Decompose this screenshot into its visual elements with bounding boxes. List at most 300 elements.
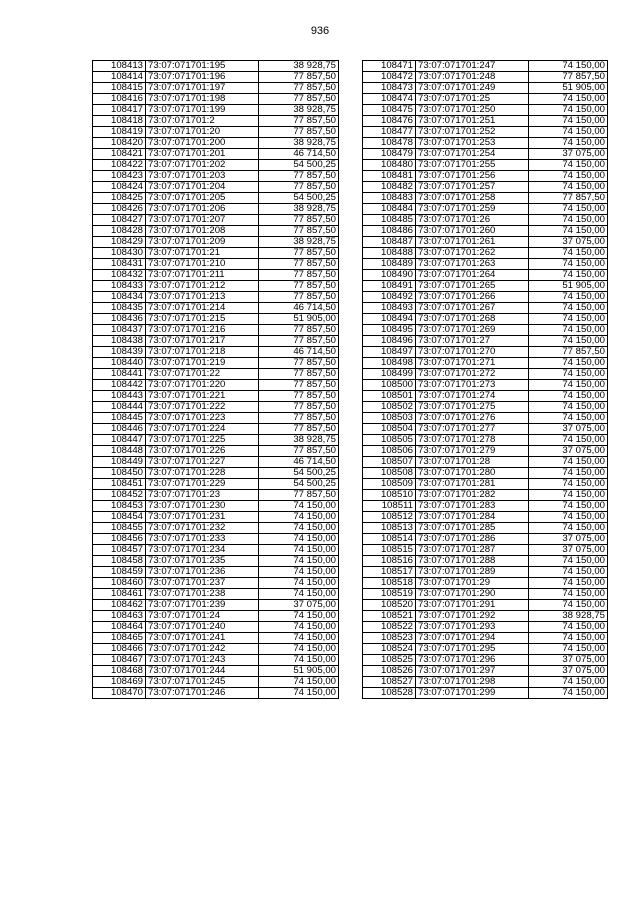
cadastral-number-cell: 73:07:071701:255 <box>416 160 529 171</box>
cadastral-number-cell: 73:07:071701:299 <box>416 688 529 699</box>
amount-cell: 77 857,50 <box>259 226 339 237</box>
cadastral-number-cell: 73:07:071701:201 <box>146 149 259 160</box>
record-number-cell: 108513 <box>363 523 416 534</box>
record-number-cell: 108514 <box>363 534 416 545</box>
cadastral-number-cell: 73:07:071701:248 <box>416 72 529 83</box>
record-number-cell: 108434 <box>93 292 146 303</box>
amount-cell: 77 857,50 <box>259 402 339 413</box>
amount-cell: 74 150,00 <box>259 589 339 600</box>
record-number-cell: 108438 <box>93 336 146 347</box>
amount-cell: 74 150,00 <box>529 215 608 226</box>
page-number: 936 <box>310 25 330 37</box>
amount-cell: 46 714,50 <box>259 347 339 358</box>
amount-cell: 74 150,00 <box>529 512 608 523</box>
record-number-cell: 108515 <box>363 545 416 556</box>
amount-cell: 74 150,00 <box>529 468 608 479</box>
table-row <box>363 61 608 72</box>
table-row <box>363 589 608 600</box>
record-number-cell: 108435 <box>93 303 146 314</box>
cadastral-number-cell: 73:07:071701:270 <box>416 347 529 358</box>
table-row <box>93 270 339 281</box>
amount-cell: 74 150,00 <box>529 336 608 347</box>
cadastral-number-cell: 73:07:071701:281 <box>416 479 529 490</box>
amount-cell: 51 905,00 <box>259 314 339 325</box>
record-number-cell: 108465 <box>93 633 146 644</box>
table-row <box>363 512 608 523</box>
table-row <box>363 303 608 314</box>
cadastral-number-cell: 73:07:071701:259 <box>416 204 529 215</box>
cadastral-number-cell: 73:07:071701:240 <box>146 622 259 633</box>
table-row <box>93 347 339 358</box>
cadastral-number-cell: 73:07:071701:23 <box>146 490 259 501</box>
record-number-cell: 108497 <box>363 347 416 358</box>
cadastral-number-cell: 73:07:071701:244 <box>146 666 259 677</box>
table-row <box>363 655 608 666</box>
cadastral-number-cell: 73:07:071701:264 <box>416 270 529 281</box>
record-number-cell: 108450 <box>93 468 146 479</box>
amount-cell: 77 857,50 <box>259 413 339 424</box>
amount-cell: 38 928,75 <box>529 611 608 622</box>
record-number-cell: 108472 <box>363 72 416 83</box>
table-row <box>93 94 339 105</box>
table-row <box>363 424 608 435</box>
cadastral-number-cell: 73:07:071701:224 <box>146 424 259 435</box>
cadastral-number-cell: 73:07:071701:2 <box>146 116 259 127</box>
table-row <box>363 391 608 402</box>
table-row <box>363 138 608 149</box>
record-number-cell: 108427 <box>93 215 146 226</box>
amount-cell: 74 150,00 <box>529 292 608 303</box>
amount-cell: 74 150,00 <box>529 358 608 369</box>
record-number-cell: 108439 <box>93 347 146 358</box>
table-row <box>363 567 608 578</box>
cadastral-number-cell: 73:07:071701:24 <box>146 611 259 622</box>
table-row <box>93 105 339 116</box>
record-number-cell: 108502 <box>363 402 416 413</box>
amount-cell: 74 150,00 <box>259 501 339 512</box>
table-row <box>363 193 608 204</box>
record-number-cell: 108482 <box>363 182 416 193</box>
cadastral-number-cell: 73:07:071701:213 <box>146 292 259 303</box>
cadastral-number-cell: 73:07:071701:246 <box>146 688 259 699</box>
table-row <box>363 182 608 193</box>
amount-cell: 77 857,50 <box>259 336 339 347</box>
amount-cell: 37 075,00 <box>529 666 608 677</box>
amount-cell: 74 150,00 <box>529 600 608 611</box>
amount-cell: 54 500,25 <box>259 160 339 171</box>
cadastral-number-cell: 73:07:071701:195 <box>146 61 259 72</box>
table-row <box>93 391 339 402</box>
amount-cell: 74 150,00 <box>529 633 608 644</box>
table-row <box>93 589 339 600</box>
amount-cell: 37 075,00 <box>529 534 608 545</box>
cadastral-number-cell: 73:07:071701:226 <box>146 446 259 457</box>
table-row <box>363 72 608 83</box>
cadastral-number-cell: 73:07:071701:266 <box>416 292 529 303</box>
table-row <box>93 72 339 83</box>
record-number-cell: 108444 <box>93 402 146 413</box>
cadastral-number-cell: 73:07:071701:280 <box>416 468 529 479</box>
table-row <box>93 259 339 270</box>
record-number-cell: 108499 <box>363 369 416 380</box>
register-table-right <box>362 60 608 699</box>
record-number-cell: 108525 <box>363 655 416 666</box>
record-number-cell: 108474 <box>363 94 416 105</box>
table-row <box>93 116 339 127</box>
record-number-cell: 108503 <box>363 413 416 424</box>
cadastral-number-cell: 73:07:071701:250 <box>416 105 529 116</box>
record-number-cell: 108498 <box>363 358 416 369</box>
table-row <box>363 226 608 237</box>
amount-cell: 51 905,00 <box>259 666 339 677</box>
cadastral-number-cell: 73:07:071701:230 <box>146 501 259 512</box>
record-number-cell: 108471 <box>363 61 416 72</box>
table-row <box>93 127 339 138</box>
cadastral-number-cell: 73:07:071701:209 <box>146 237 259 248</box>
amount-cell: 37 075,00 <box>529 446 608 457</box>
record-number-cell: 108481 <box>363 171 416 182</box>
cadastral-number-cell: 73:07:071701:243 <box>146 655 259 666</box>
cadastral-number-cell: 73:07:071701:273 <box>416 380 529 391</box>
table-row <box>363 677 608 688</box>
cadastral-number-cell: 73:07:071701:199 <box>146 105 259 116</box>
amount-cell: 74 150,00 <box>259 677 339 688</box>
cadastral-number-cell: 73:07:071701:198 <box>146 94 259 105</box>
amount-cell: 74 150,00 <box>529 435 608 446</box>
amount-cell: 74 150,00 <box>529 413 608 424</box>
record-number-cell: 108429 <box>93 237 146 248</box>
amount-cell: 38 928,75 <box>259 138 339 149</box>
amount-cell: 74 150,00 <box>529 369 608 380</box>
amount-cell: 74 150,00 <box>529 116 608 127</box>
table-row <box>93 193 339 204</box>
cadastral-number-cell: 73:07:071701:292 <box>416 611 529 622</box>
table-row <box>93 622 339 633</box>
record-number-cell: 108501 <box>363 391 416 402</box>
cadastral-number-cell: 73:07:071701:295 <box>416 644 529 655</box>
record-number-cell: 108505 <box>363 435 416 446</box>
record-number-cell: 108445 <box>93 413 146 424</box>
table-row <box>93 215 339 226</box>
table-row <box>93 281 339 292</box>
table-row <box>93 567 339 578</box>
cadastral-number-cell: 73:07:071701:257 <box>416 182 529 193</box>
cadastral-number-cell: 73:07:071701:268 <box>416 314 529 325</box>
record-number-cell: 108424 <box>93 182 146 193</box>
table-row <box>363 281 608 292</box>
record-number-cell: 108509 <box>363 479 416 490</box>
table-row <box>363 688 608 699</box>
amount-cell: 74 150,00 <box>529 270 608 281</box>
table-row <box>93 160 339 171</box>
record-number-cell: 108468 <box>93 666 146 677</box>
table-row <box>93 633 339 644</box>
record-number-cell: 108477 <box>363 127 416 138</box>
amount-cell: 37 075,00 <box>259 600 339 611</box>
table-row <box>363 446 608 457</box>
amount-cell: 37 075,00 <box>529 545 608 556</box>
cadastral-number-cell: 73:07:071701:283 <box>416 501 529 512</box>
amount-cell: 77 857,50 <box>259 259 339 270</box>
table-row <box>93 413 339 424</box>
amount-cell: 74 150,00 <box>259 644 339 655</box>
cadastral-number-cell: 73:07:071701:22 <box>146 369 259 380</box>
record-number-cell: 108493 <box>363 303 416 314</box>
cadastral-number-cell: 73:07:071701:279 <box>416 446 529 457</box>
amount-cell: 74 150,00 <box>529 567 608 578</box>
cadastral-number-cell: 73:07:071701:275 <box>416 402 529 413</box>
record-number-cell: 108519 <box>363 589 416 600</box>
record-number-cell: 108490 <box>363 270 416 281</box>
amount-cell: 77 857,50 <box>259 424 339 435</box>
record-number-cell: 108480 <box>363 160 416 171</box>
table-row <box>93 677 339 688</box>
amount-cell: 77 857,50 <box>259 391 339 402</box>
cadastral-number-cell: 73:07:071701:227 <box>146 457 259 468</box>
table-row <box>93 512 339 523</box>
amount-cell: 74 150,00 <box>259 545 339 556</box>
table-row <box>363 633 608 644</box>
amount-cell: 77 857,50 <box>259 369 339 380</box>
record-number-cell: 108500 <box>363 380 416 391</box>
record-number-cell: 108447 <box>93 435 146 446</box>
record-number-cell: 108460 <box>93 578 146 589</box>
record-number-cell: 108526 <box>363 666 416 677</box>
cadastral-number-cell: 73:07:071701:251 <box>416 116 529 127</box>
amount-cell: 77 857,50 <box>259 380 339 391</box>
amount-cell: 74 150,00 <box>259 567 339 578</box>
record-number-cell: 108462 <box>93 600 146 611</box>
amount-cell: 38 928,75 <box>259 435 339 446</box>
table-row <box>93 303 339 314</box>
amount-cell: 74 150,00 <box>529 391 608 402</box>
record-number-cell: 108454 <box>93 512 146 523</box>
cadastral-number-cell: 73:07:071701:214 <box>146 303 259 314</box>
amount-cell: 38 928,75 <box>259 61 339 72</box>
table-row <box>363 600 608 611</box>
table-row <box>93 325 339 336</box>
amount-cell: 77 857,50 <box>259 215 339 226</box>
record-number-cell: 108516 <box>363 556 416 567</box>
cadastral-number-cell: 73:07:071701:215 <box>146 314 259 325</box>
cadastral-number-cell: 73:07:071701:27 <box>416 336 529 347</box>
table-row <box>363 149 608 160</box>
cadastral-number-cell: 73:07:071701:258 <box>416 193 529 204</box>
amount-cell: 77 857,50 <box>259 446 339 457</box>
cadastral-number-cell: 73:07:071701:296 <box>416 655 529 666</box>
table-row <box>93 358 339 369</box>
table-row <box>93 226 339 237</box>
record-number-cell: 108483 <box>363 193 416 204</box>
record-number-cell: 108433 <box>93 281 146 292</box>
table-row <box>363 556 608 567</box>
amount-cell: 46 714,50 <box>259 303 339 314</box>
cadastral-number-cell: 73:07:071701:232 <box>146 523 259 534</box>
record-number-cell: 108420 <box>93 138 146 149</box>
cadastral-number-cell: 73:07:071701:221 <box>146 391 259 402</box>
record-number-cell: 108488 <box>363 248 416 259</box>
record-number-cell: 108492 <box>363 292 416 303</box>
record-number-cell: 108461 <box>93 589 146 600</box>
table-row <box>363 413 608 424</box>
record-number-cell: 108466 <box>93 644 146 655</box>
record-number-cell: 108527 <box>363 677 416 688</box>
table-row <box>363 94 608 105</box>
amount-cell: 77 857,50 <box>259 325 339 336</box>
table-row <box>363 259 608 270</box>
amount-cell: 54 500,25 <box>259 193 339 204</box>
record-number-cell: 108475 <box>363 105 416 116</box>
cadastral-number-cell: 73:07:071701:238 <box>146 589 259 600</box>
cadastral-number-cell: 73:07:071701:21 <box>146 248 259 259</box>
table-row <box>363 380 608 391</box>
cadastral-number-cell: 73:07:071701:26 <box>416 215 529 226</box>
table-row <box>363 545 608 556</box>
amount-cell: 74 150,00 <box>529 589 608 600</box>
cadastral-number-cell: 73:07:071701:219 <box>146 358 259 369</box>
record-number-cell: 108479 <box>363 149 416 160</box>
record-number-cell: 108432 <box>93 270 146 281</box>
table-row <box>93 655 339 666</box>
record-number-cell: 108426 <box>93 204 146 215</box>
record-number-cell: 108464 <box>93 622 146 633</box>
table-row <box>363 611 608 622</box>
table-row <box>93 237 339 248</box>
table-row <box>363 523 608 534</box>
record-number-cell: 108449 <box>93 457 146 468</box>
table-row <box>363 171 608 182</box>
cadastral-number-cell: 73:07:071701:223 <box>146 413 259 424</box>
amount-cell: 77 857,50 <box>529 193 608 204</box>
table-row <box>363 248 608 259</box>
table-row <box>93 149 339 160</box>
table-row <box>363 490 608 501</box>
record-number-cell: 108494 <box>363 314 416 325</box>
cadastral-number-cell: 73:07:071701:231 <box>146 512 259 523</box>
amount-cell: 74 150,00 <box>259 556 339 567</box>
table-row <box>93 666 339 677</box>
amount-cell: 54 500,25 <box>259 479 339 490</box>
table-row <box>363 479 608 490</box>
table-row <box>363 314 608 325</box>
amount-cell: 77 857,50 <box>259 72 339 83</box>
record-number-cell: 108440 <box>93 358 146 369</box>
table-row <box>93 61 339 72</box>
record-number-cell: 108504 <box>363 424 416 435</box>
record-number-cell: 108443 <box>93 391 146 402</box>
record-number-cell: 108416 <box>93 94 146 105</box>
table-row <box>93 556 339 567</box>
record-number-cell: 108421 <box>93 149 146 160</box>
record-number-cell: 108430 <box>93 248 146 259</box>
table-row <box>363 237 608 248</box>
cadastral-number-cell: 73:07:071701:197 <box>146 83 259 94</box>
cadastral-number-cell: 73:07:071701:274 <box>416 391 529 402</box>
amount-cell: 74 150,00 <box>529 479 608 490</box>
cadastral-number-cell: 73:07:071701:282 <box>416 490 529 501</box>
cadastral-number-cell: 73:07:071701:229 <box>146 479 259 490</box>
record-number-cell: 108486 <box>363 226 416 237</box>
cadastral-number-cell: 73:07:071701:216 <box>146 325 259 336</box>
record-number-cell: 108441 <box>93 369 146 380</box>
amount-cell: 74 150,00 <box>529 578 608 589</box>
cadastral-number-cell: 73:07:071701:284 <box>416 512 529 523</box>
amount-cell: 51 905,00 <box>529 83 608 94</box>
amount-cell: 54 500,25 <box>259 468 339 479</box>
cadastral-number-cell: 73:07:071701:203 <box>146 171 259 182</box>
amount-cell: 37 075,00 <box>529 655 608 666</box>
cadastral-number-cell: 73:07:071701:288 <box>416 556 529 567</box>
record-number-cell: 108442 <box>93 380 146 391</box>
cadastral-number-cell: 73:07:071701:29 <box>416 578 529 589</box>
record-number-cell: 108451 <box>93 479 146 490</box>
cadastral-number-cell: 73:07:071701:210 <box>146 259 259 270</box>
record-number-cell: 108425 <box>93 193 146 204</box>
cadastral-number-cell: 73:07:071701:222 <box>146 402 259 413</box>
amount-cell: 77 857,50 <box>259 127 339 138</box>
cadastral-number-cell: 73:07:071701:239 <box>146 600 259 611</box>
record-number-cell: 108476 <box>363 116 416 127</box>
table-row <box>363 369 608 380</box>
table-row <box>363 204 608 215</box>
record-number-cell: 108458 <box>93 556 146 567</box>
amount-cell: 77 857,50 <box>259 83 339 94</box>
table-row <box>363 468 608 479</box>
record-number-cell: 108448 <box>93 446 146 457</box>
amount-cell: 38 928,75 <box>259 105 339 116</box>
record-number-cell: 108455 <box>93 523 146 534</box>
amount-cell: 74 150,00 <box>529 501 608 512</box>
cadastral-number-cell: 73:07:071701:277 <box>416 424 529 435</box>
cadastral-number-cell: 73:07:071701:289 <box>416 567 529 578</box>
cadastral-number-cell: 73:07:071701:247 <box>416 61 529 72</box>
cadastral-number-cell: 73:07:071701:25 <box>416 94 529 105</box>
cadastral-number-cell: 73:07:071701:211 <box>146 270 259 281</box>
cadastral-number-cell: 73:07:071701:196 <box>146 72 259 83</box>
amount-cell: 74 150,00 <box>259 622 339 633</box>
table-row <box>363 116 608 127</box>
record-number-cell: 108446 <box>93 424 146 435</box>
cadastral-number-cell: 73:07:071701:298 <box>416 677 529 688</box>
record-number-cell: 108491 <box>363 281 416 292</box>
cadastral-number-cell: 73:07:071701:217 <box>146 336 259 347</box>
amount-cell: 77 857,50 <box>259 248 339 259</box>
amount-cell: 74 150,00 <box>529 127 608 138</box>
cadastral-number-cell: 73:07:071701:253 <box>416 138 529 149</box>
cadastral-number-cell: 73:07:071701:200 <box>146 138 259 149</box>
cadastral-number-cell: 73:07:071701:252 <box>416 127 529 138</box>
table-row <box>363 270 608 281</box>
amount-cell: 74 150,00 <box>259 633 339 644</box>
table-row <box>363 402 608 413</box>
record-number-cell: 108473 <box>363 83 416 94</box>
amount-cell: 77 857,50 <box>259 292 339 303</box>
amount-cell: 74 150,00 <box>529 94 608 105</box>
amount-cell: 77 857,50 <box>529 347 608 358</box>
table-row <box>93 534 339 545</box>
table-row <box>363 336 608 347</box>
table-row <box>363 534 608 545</box>
amount-cell: 77 857,50 <box>259 182 339 193</box>
amount-cell: 77 857,50 <box>259 94 339 105</box>
record-number-cell: 108463 <box>93 611 146 622</box>
amount-cell: 77 857,50 <box>259 490 339 501</box>
table-row <box>93 369 339 380</box>
table-row <box>363 666 608 677</box>
cadastral-number-cell: 73:07:071701:225 <box>146 435 259 446</box>
table-row <box>93 611 339 622</box>
amount-cell: 74 150,00 <box>529 303 608 314</box>
